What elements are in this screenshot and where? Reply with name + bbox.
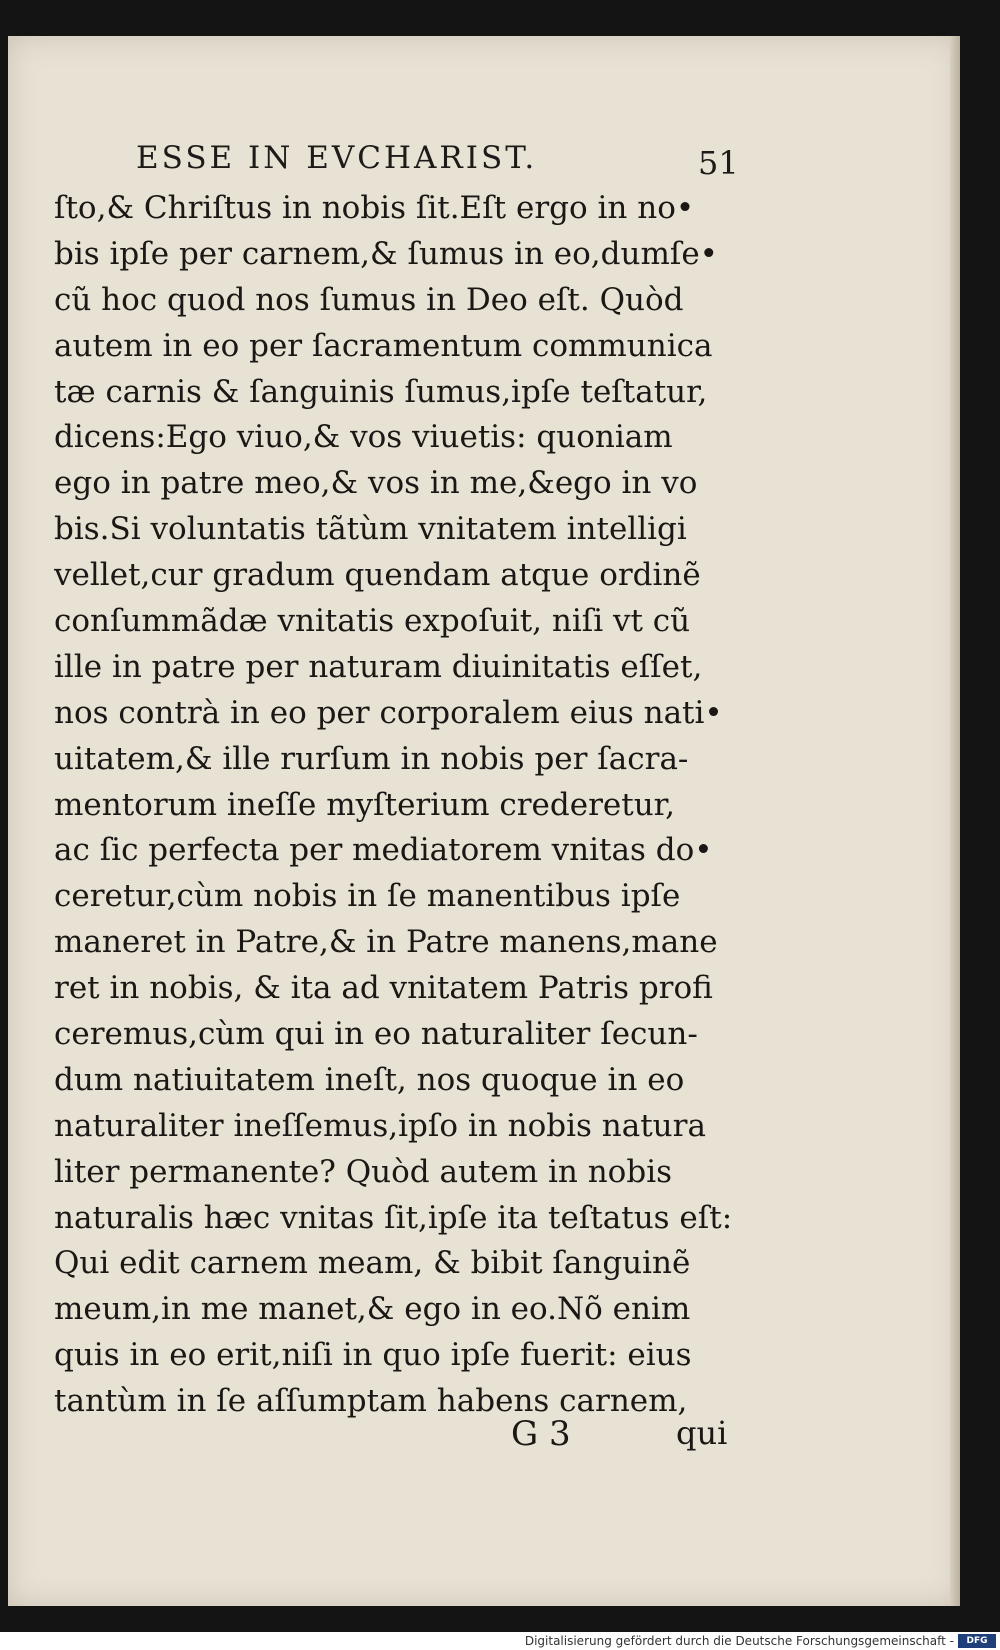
text-line: ret in nobis, & ita ad vnitatem Patris profi	[54, 970, 713, 1007]
text-line: cũ hoc quod nos ſumus in Deo eſt. Quòd	[54, 281, 684, 318]
dfg-logo-icon: DFG	[958, 1634, 996, 1648]
text-line: uitatem,& ille rurſum in nobis per ſacra-	[54, 740, 689, 777]
text-line: ille in patre per naturam diuinitatis eſſet,	[54, 648, 703, 685]
running-head: ESSE IN EVCHARIST.	[136, 140, 538, 176]
text-line: dum natiuitatem ineſt, nos quoque in eo	[54, 1061, 685, 1098]
text-line: dicens:Ego viuo,& vos viuetis: quoniam	[54, 419, 673, 456]
text-line: tæ carnis & ſanguinis ſumus,ipſe teſtatur,	[54, 373, 708, 410]
text-line: vellet,cur gradum quendam atque ordinẽ	[54, 557, 701, 594]
body-text	[54, 186, 744, 1425]
text-line: liter permanente? Quòd autem in nobis	[54, 1153, 673, 1190]
text-line: ceretur,cùm nobis in ſe manentibus ipſe	[54, 878, 681, 915]
text-line: naturaliter ineſſemus,ipſo in nobis natura	[54, 1107, 706, 1144]
page-edge	[950, 36, 960, 1606]
funding-credit: Digitalisierung gefördert durch die Deutsche Forschungsgemeinschaft -	[524, 1634, 954, 1648]
text-line: maneret in Patre,& in Patre manens,mane	[54, 924, 718, 961]
text-line: autem in eo per ſacramentum communica	[54, 327, 713, 364]
text-line: Qui edit carnem meam, & bibit ſanguinẽ	[54, 1245, 691, 1282]
text-line: nos contrà in eo per corporalem eius nati•	[54, 694, 723, 731]
text-line: tantùm in ſe aſſumptam habens carnem,	[54, 1383, 688, 1420]
text-line: quis in eo erit,niſi in quo ipſe fuerit: eius	[54, 1337, 692, 1374]
text-line: naturalis hæc vnitas ſit,ipſe ita teſtatus eſt:	[54, 1199, 733, 1236]
text-line: bis ipſe per carnem,& ſumus in eo,dumſe•	[54, 235, 718, 272]
text-line: ſto,& Chriſtus in nobis ſit.Eſt ergo in no•	[54, 190, 695, 226]
catchword: qui	[676, 1414, 728, 1452]
text-line: ac ſic perfecta per mediatorem vnitas do•	[54, 832, 713, 869]
text-line: mentorum ineſſe myſterium crederetur,	[54, 786, 675, 823]
text-line: ceremus,cùm qui in eo naturaliter ſecun-	[54, 1016, 698, 1053]
text-line: meum,in me manet,& ego in eo.Nõ enim	[54, 1291, 691, 1328]
book-page	[8, 36, 960, 1606]
footer-bar	[0, 1632, 1000, 1650]
text-line: bis.Si voluntatis tãtùm vnitatem intelligi	[54, 511, 687, 548]
text-line: conſummãdæ vnitatis expoſuit, niſi vt cũ	[54, 603, 691, 640]
signature-mark: G 3	[511, 1414, 571, 1454]
text-line: ego in patre meo,& vos in me,&ego in vo	[54, 465, 698, 502]
page-number: 51	[698, 144, 739, 182]
